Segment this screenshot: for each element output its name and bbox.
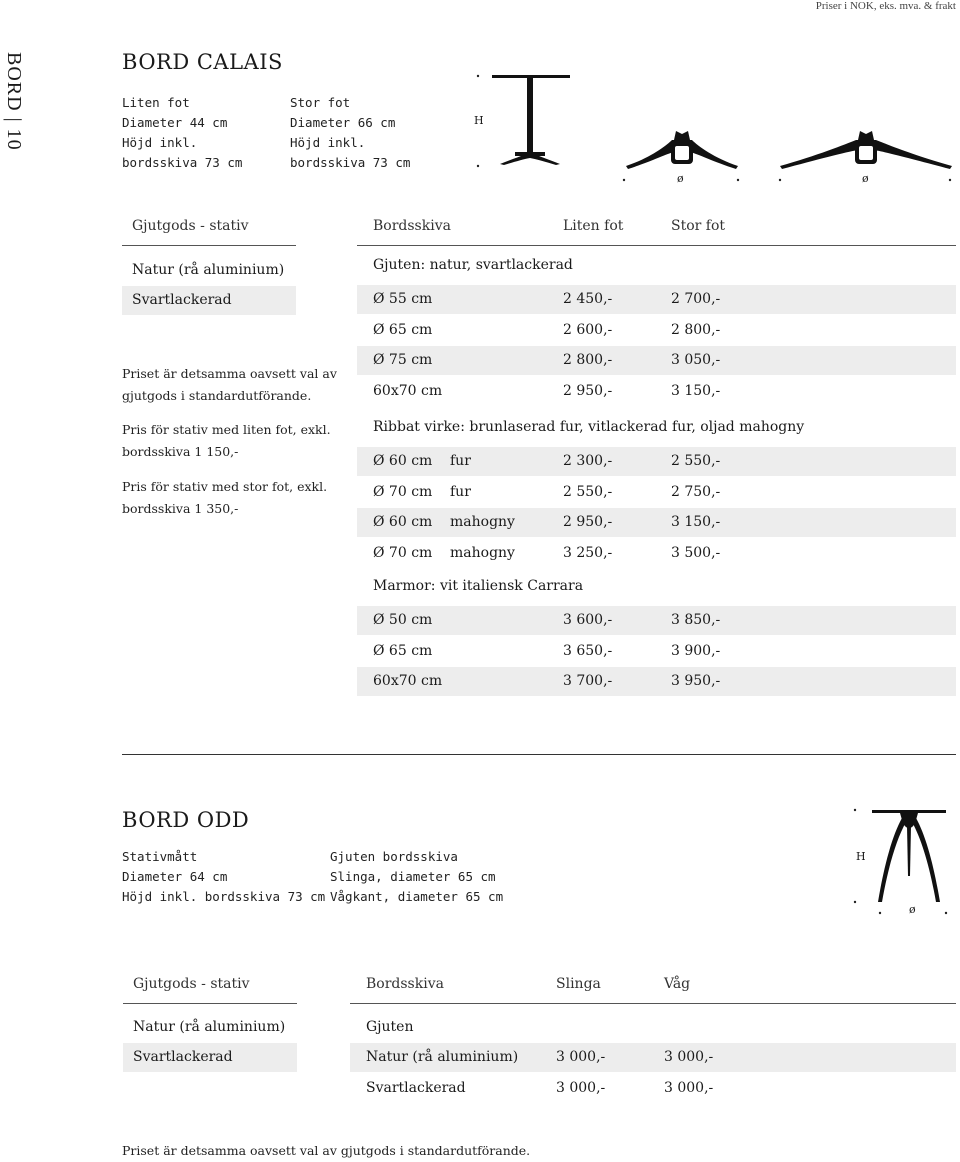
table-row — [357, 346, 956, 375]
calais-row-material: fur — [450, 483, 471, 500]
table-row — [357, 539, 956, 568]
calais-row-liten-fot-price: 2 450,- — [563, 291, 613, 307]
table-row — [357, 285, 956, 314]
calais-row-stor-fot-price: 2 800,- — [671, 321, 721, 338]
calais-liten-fot-spec: Liten fot Diameter 44 cm Höjd inkl. bordsskiva 73 cm — [122, 95, 243, 170]
calais-left-rule — [122, 245, 296, 246]
table-row — [357, 377, 956, 406]
calais-row-size: Ø 65 cm — [373, 321, 433, 338]
calais-side-diagram — [470, 70, 580, 180]
calais-row-liten-fot-price: 3 250,- — [563, 544, 613, 561]
section-separator — [122, 754, 956, 755]
calais-row-stor-fot-price: 3 150,- — [671, 382, 721, 399]
odd-row-vag-price: 3 000,- — [664, 1049, 714, 1065]
odd-row-slinga-price: 3 000,- — [556, 1080, 606, 1096]
calais-row-stor-fot-price: 2 700,- — [671, 291, 721, 307]
calais-row-liten-fot-price: 2 950,- — [563, 514, 613, 530]
odd-group-title: Gjuten — [366, 1019, 414, 1035]
calais-row-material: mahogny — [450, 514, 515, 530]
calais-row-size: Ø 60 cm — [373, 514, 433, 530]
calais-row-material: fur — [450, 453, 471, 469]
calais-row-stor-fot-price: 3 950,- — [671, 673, 721, 689]
calais-small-diameter-label: ø — [677, 172, 684, 185]
calais-option-svart-row — [122, 286, 296, 315]
calais-group-title: Marmor: vit italiensk Carrara — [373, 578, 584, 594]
table-row — [357, 637, 956, 666]
odd-option-svart-row — [123, 1043, 297, 1072]
table-row — [357, 667, 956, 696]
calais-row-stor-fot-price: 3 850,- — [671, 612, 721, 628]
calais-row-liten-fot-price: 2 800,- — [563, 352, 613, 368]
odd-table-rule — [350, 1003, 956, 1004]
odd-diameter-label: ø — [909, 903, 916, 916]
calais-row-liten-fot-price: 2 300,- — [563, 453, 613, 469]
calais-row-liten-fot-price: 3 600,- — [563, 612, 613, 628]
odd-footer-note: Priset är detsamma oavsett val av gjutgods i standardutförande. — [122, 1143, 531, 1158]
calais-row-size: 60x70 cm — [373, 673, 443, 689]
calais-option-natur: Natur (rå aluminium) — [132, 262, 285, 278]
odd-option-svart: Svartlackerad — [133, 1049, 233, 1065]
odd-side-diagram — [850, 806, 955, 918]
odd-row-natur — [350, 1043, 956, 1072]
table-row — [357, 606, 956, 635]
price-note: Priser i NOK, eks. mva. & frakt — [815, 0, 956, 12]
calais-option-svart: Svartlackerad — [132, 292, 232, 308]
odd-col-bordsskiva: Bordsskiva — [366, 976, 444, 992]
odd-row-label: Natur (rå aluminium) — [366, 1049, 519, 1065]
calais-row-size: Ø 65 cm — [373, 642, 433, 659]
odd-stativ-header: Gjutgods - stativ — [133, 976, 250, 992]
odd-row-svart — [350, 1074, 956, 1103]
odd-row-slinga-price: 3 000,- — [556, 1049, 606, 1065]
odd-height-label: H — [856, 850, 866, 863]
calais-stativ-header: Gjutgods - stativ — [132, 218, 249, 234]
calais-row-stor-fot-price: 2 750,- — [671, 483, 721, 500]
odd-skiva-spec: Gjuten bordsskiva Slinga, diameter 65 cm Vågkant, diameter 65 cm — [330, 849, 504, 904]
calais-col-liten-fot: Liten fot — [563, 218, 624, 234]
calais-height-label: H — [474, 114, 484, 127]
calais-row-size: Ø 55 cm — [373, 291, 433, 307]
calais-note-small-foot: Pris för stativ med liten fot, exkl. bordsskiva 1 150,- — [122, 422, 331, 459]
odd-col-vag: Våg — [664, 976, 691, 992]
calais-group-title: Ribbat virke: brunlaserad fur, vitlackerad fur, oljad mahogny — [373, 419, 805, 435]
calais-table-rule — [357, 245, 956, 246]
calais-group-title: Gjuten: natur, svartlackerad — [373, 257, 573, 273]
odd-row-vag-price: 3 000,- — [664, 1080, 714, 1096]
odd-col-slinga: Slinga — [556, 976, 601, 992]
table-row — [357, 447, 956, 476]
calais-row-stor-fot-price: 3 150,- — [671, 514, 721, 530]
calais-col-bordsskiva: Bordsskiva — [373, 218, 451, 234]
calais-row-size: Ø 60 cm — [373, 453, 433, 469]
calais-note-price-same: Priset är detsamma oavsett val av gjutgods i standardutförande. — [122, 366, 337, 403]
calais-row-stor-fot-price: 2 550,- — [671, 453, 721, 469]
calais-row-liten-fot-price: 2 600,- — [563, 321, 613, 338]
calais-row-size: Ø 70 cm — [373, 483, 433, 500]
calais-row-stor-fot-price: 3 500,- — [671, 544, 721, 561]
table-row — [357, 316, 956, 345]
calais-row-liten-fot-price: 3 700,- — [563, 673, 613, 689]
calais-row-size: 60x70 cm — [373, 382, 443, 399]
calais-row-liten-fot-price: 2 950,- — [563, 382, 613, 399]
calais-note-large-foot: Pris för stativ med stor fot, exkl. bordsskiva 1 350,- — [122, 479, 328, 516]
odd-left-rule — [123, 1003, 297, 1004]
calais-row-stor-fot-price: 3 050,- — [671, 352, 721, 368]
odd-title: BORD ODD — [122, 808, 250, 832]
calais-col-stor-fot: Stor fot — [671, 218, 726, 234]
calais-row-size: Ø 75 cm — [373, 352, 433, 368]
calais-large-diameter-label: ø — [862, 172, 869, 185]
odd-option-natur: Natur (rå aluminium) — [133, 1019, 286, 1035]
calais-row-material: mahogny — [450, 544, 515, 561]
page-side-title: BORD | 10 — [3, 52, 25, 151]
table-row — [357, 478, 956, 507]
calais-stor-fot-spec: Stor fot Diameter 66 cm Höjd inkl. bordsskiva 73 cm — [290, 95, 411, 170]
calais-row-stor-fot-price: 3 900,- — [671, 642, 721, 659]
calais-row-liten-fot-price: 3 650,- — [563, 642, 613, 659]
table-row — [357, 508, 956, 537]
calais-row-size: Ø 50 cm — [373, 612, 433, 628]
odd-stativ-spec: Stativmått Diameter 64 cm Höjd inkl. bordsskiva 73 cm — [122, 849, 326, 904]
calais-title: BORD CALAIS — [122, 50, 283, 74]
calais-row-liten-fot-price: 2 550,- — [563, 483, 613, 500]
odd-row-label: Svartlackerad — [366, 1080, 466, 1096]
calais-row-size: Ø 70 cm — [373, 544, 433, 561]
